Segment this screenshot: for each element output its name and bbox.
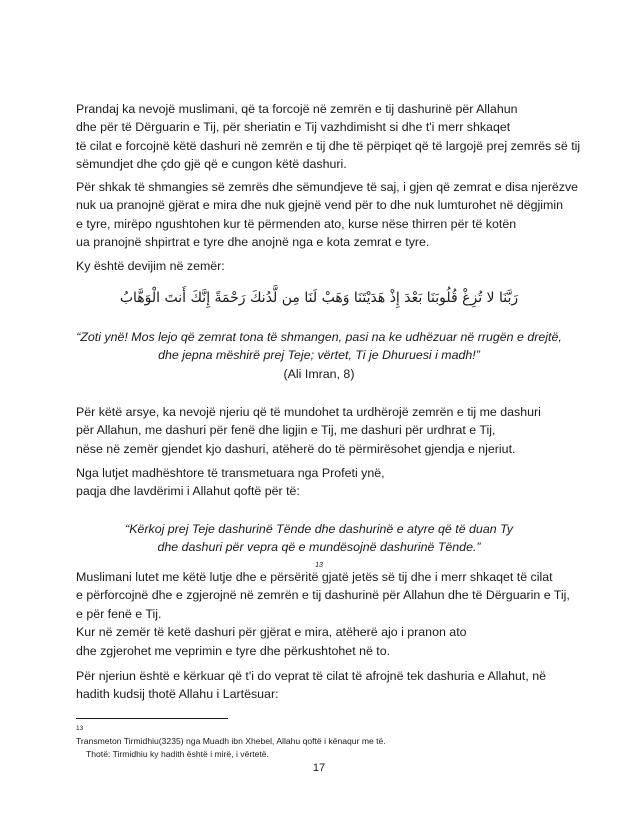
text-line: Ky është devijim në zemër:: [76, 259, 225, 273]
page-number: 17: [312, 762, 326, 774]
text-line: e për fenë e Tij.: [76, 606, 162, 621]
footnote: [76, 722, 562, 761]
text-line: paqja dhe lavdërimi i Allahut qoftë për të:: [76, 484, 300, 499]
text-line: ua pranojnë shpirtrat e tyre dhe anojnë nga e kota zemrat e tyre.: [76, 235, 430, 250]
text-line: nuk ua pranojnë gjërat e mira dhe nuk gjejnë vend për to dhe nuk lumturohet në dëgjimin: [76, 198, 563, 213]
paragraph-3: [76, 257, 562, 275]
quote-line-text: dhe dashuri për vepra që e mundësojnë dashurinë Tënde.”: [157, 540, 481, 555]
text-line: e tyre, mirëpo ngushtohen kur të përmenden ato, kurse nëse thirren për të kotën: [76, 216, 517, 231]
text-line: e përforcojnë dhe e zgjerojnë në zemrën e tij dashurinë për Allahun dhe të Dërguarin e Tij,: [76, 588, 570, 603]
quran-quote: [76, 328, 562, 383]
text-line: Prandaj ka nevojë muslimani, që ta forcojë në zemrën e tij dashurinë për Allahun: [76, 102, 518, 116]
text-line: Muslimani lutet me këtë lutje dhe e përsëritë gjatë jetës së tij dhe i merr shkaqet të cilat: [76, 570, 553, 584]
text-line: Për njeriun është e kërkuar që t'i do veprat të cilat të afrojnë tek dashuria e Allahut, në: [76, 669, 547, 683]
footnote-divider: [76, 718, 228, 719]
quote-line: “Kërkoj prej Teje dashurinë Tënde dhe dashurinë e atyre që të duan Ty: [125, 522, 513, 536]
text-line: Për këtë arsye, ka nevojë njeriu që të mundohet ta urdhërojë zemrën e tij me dashuri: [76, 405, 541, 419]
text-line: hadith kudsij thotë Allahu i Lartësuar:: [76, 687, 279, 702]
paragraph-7: [76, 667, 562, 704]
footnote-number: 13: [76, 725, 84, 732]
arabic-verse: رَبَّنَا لا تُزِغْ قُلُوبَنَا بَعْدَ إِذْ هَدَيْتَنَا وَهَبْ لَنَا مِن لَّدُنكَ رَحْمَةً إِنَّكَ أَنتَ الْوَهَّابُ: [119, 290, 519, 306]
paragraph-5: [76, 464, 562, 501]
text-line: dhe zgjerohet me veprimin e tyre dhe përkushtohet në to.: [76, 643, 391, 658]
text-line: për Allahun, me dashuri për fenë dhe ligjin e Tij, me dashuri për urdhrat e Tij,: [76, 423, 496, 438]
text-line: sëmundjet dhe çdo gjë që e cungon këtë dashuri.: [76, 157, 347, 172]
text-line: Kur në zemër të ketë dashuri për gjërat e mira, atëherë ajo i pranon ato: [76, 625, 467, 640]
text-line: Për shkak të shmangies së zemrës dhe sëmundjeve të saj, i gjen që zemrat e disa njerëzve: [76, 180, 579, 194]
text-line: nëse në zemër gjendet kjo dashuri, atëherë do të përmirësohet gjendja e njeriut.: [76, 441, 516, 456]
quote-line: dhe jepna mëshirë prej Teje; vërtet, Ti je Dhuruesi i madh!”: [158, 348, 480, 363]
quote-source: (Ali Imran, 8): [283, 366, 355, 381]
footnote-line: [76, 722, 562, 748]
paragraph-4: [76, 403, 562, 458]
text-line: dhe për të Dërguarin e Tij, për sheriatin e Tij vazhdimisht si dhe t'i merr shkaqet: [76, 120, 511, 135]
footnote-reference[interactable]: 13: [315, 561, 323, 569]
text-line: të cilat e forcojnë këtë dashuri në zemrën e tij dhe të përpiqet që të largojë prej zemrës së tij: [76, 138, 581, 153]
paragraph-1: [76, 100, 581, 174]
text-line: Nga lutjet madhështore të transmetuara nga Profeti ynë,: [76, 466, 385, 480]
footnote-line: Thotë: Tirmidhiu ky hadith është i mirë, i vërtetë.: [86, 749, 269, 759]
footnote-text: Transmeton Tirmidhiu(3235) nga Muadh ibn Xhebel, Allahu qoftë i kënaqur me të.: [76, 736, 386, 746]
paragraph-6: [76, 568, 570, 660]
hadith-quote: [76, 520, 562, 575]
quote-line: “Zoti ynë! Mos lejo që zemrat tona të shmangen, pasi na ke udhëzuar në rrugën e drejtë,: [76, 330, 562, 344]
paragraph-2: [76, 178, 579, 252]
